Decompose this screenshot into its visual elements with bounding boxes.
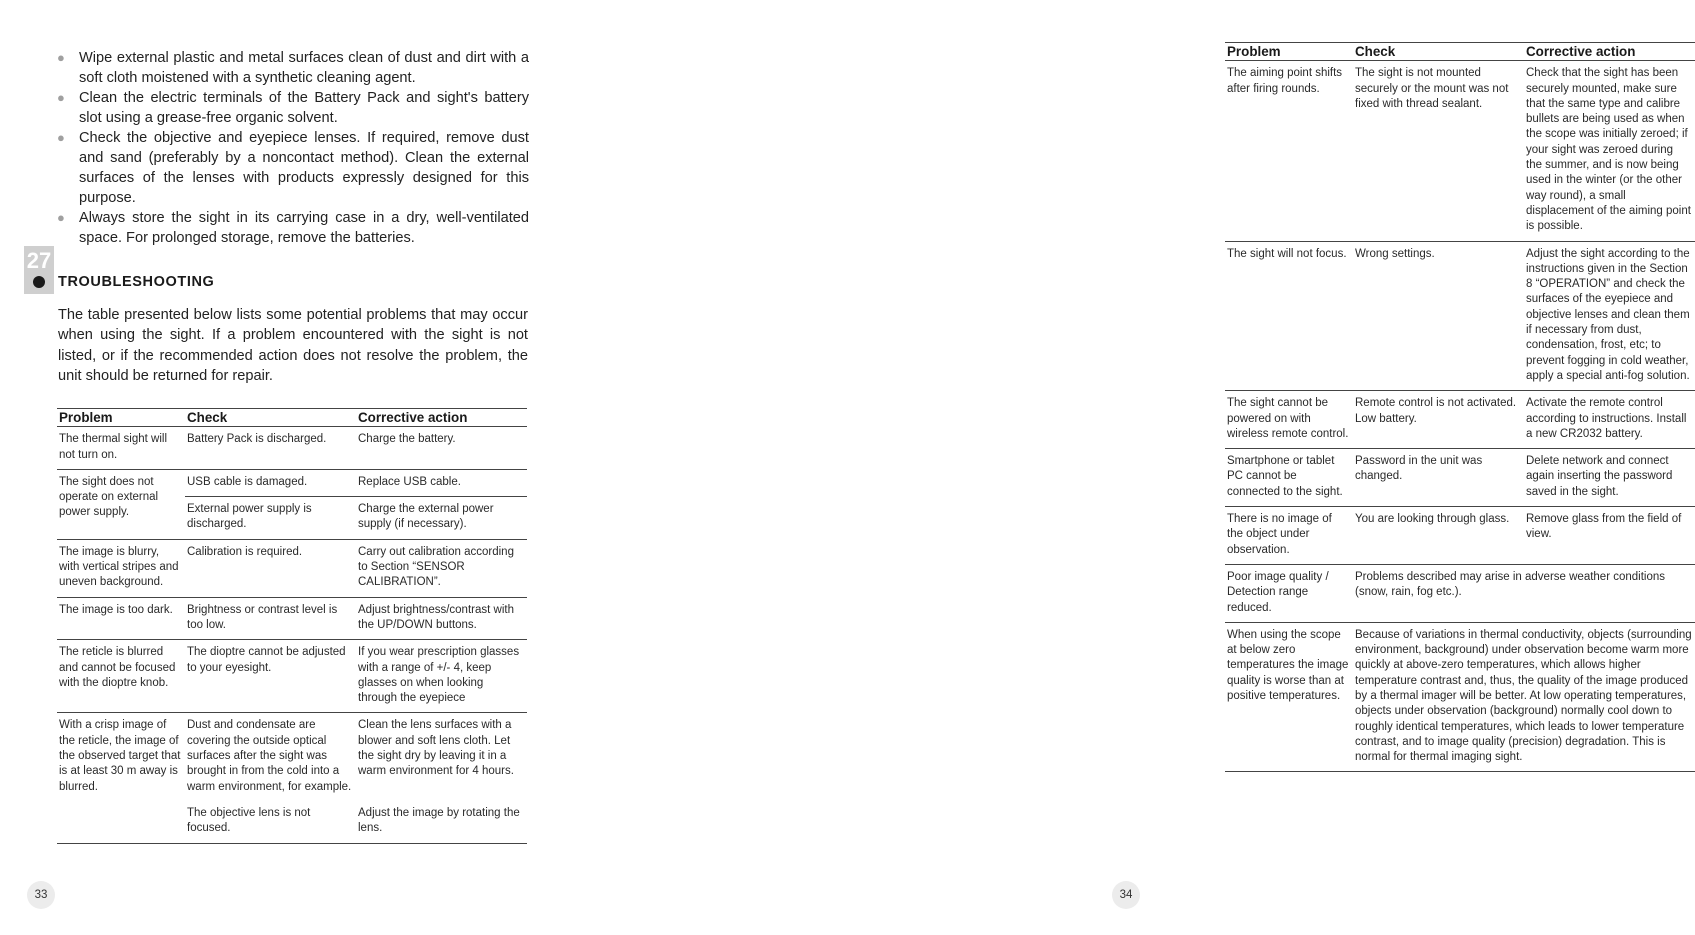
problem-cell: The aiming point shifts after firing rounds.: [1225, 61, 1353, 241]
problem-cell: With a crisp image of the reticle, the image of the observed target that is at least 30 m away is blurred.: [57, 713, 185, 843]
section-number: 27: [26, 248, 52, 273]
action-cell: Replace USB cable.: [356, 469, 527, 496]
header-problem: Problem: [57, 409, 185, 427]
table-row: [57, 597, 527, 640]
table-row: [57, 469, 527, 496]
header-action: Corrective action: [356, 409, 527, 427]
action-cell: Check that the sight has been securely mounted, make sure that the same type and calibre bullets are being used as when the scope was initially zeroed; if your sight was zeroed during the summer, and is now being used in the winter (or the other way round), a small displacement of the aiming point is possible.: [1524, 61, 1695, 241]
maintenance-bullet-list: [57, 48, 529, 248]
table-row: [57, 640, 527, 713]
table-row: [1225, 61, 1695, 241]
table-row: [57, 427, 527, 470]
bullet-dot-icon: ●: [57, 210, 65, 225]
table-row: [1225, 622, 1695, 772]
table-row: [1225, 507, 1695, 565]
table-header-row: [57, 409, 527, 427]
section-bullet-icon: [33, 276, 45, 288]
merged-check-action-cell: Problems described may arise in adverse weather conditions (snow, rain, fog etc.).: [1353, 564, 1695, 622]
check-cell: Remote control is not activated. Low battery.: [1353, 391, 1524, 449]
check-cell: The sight is not mounted securely or the mount was not fixed with thread sealant.: [1353, 61, 1524, 241]
action-cell: Clean the lens surfaces with a blower and soft lens cloth. Let the sight dry by leaving it in a warm environment for 4 hours.: [358, 719, 514, 778]
table-row: [57, 713, 527, 801]
section-title: TROUBLESHOOTING: [58, 274, 215, 290]
bullet-dot-icon: ●: [57, 130, 65, 145]
table-row: [1225, 241, 1695, 391]
check-cell: Wrong settings.: [1353, 241, 1524, 391]
left-page: [0, 0, 584, 935]
page-number-right: 34: [1112, 881, 1140, 909]
problem-cell: The sight will not focus.: [1225, 241, 1353, 391]
action-cell: Adjust brightness/contrast with the UP/DOWN buttons.: [356, 597, 527, 640]
problem-cell: The thermal sight will not turn on.: [57, 427, 185, 470]
check-cell: Calibration is required.: [185, 539, 356, 597]
problem-cell: Smartphone or tablet PC cannot be connected to the sight.: [1225, 449, 1353, 507]
problem-cell: The image is blurry, with vertical stripes and uneven background.: [57, 539, 185, 597]
header-action: Corrective action: [1524, 43, 1695, 61]
header-check: Check: [1353, 43, 1524, 61]
right-page: [584, 0, 1692, 935]
action-cell: Remove glass from the field of view.: [1524, 507, 1695, 565]
bullet-item: ● Wipe external plastic and metal surfaces clean of dust and dirt with a soft cloth moistened with a synthetic cleaning agent.: [57, 50, 529, 86]
header-problem: Problem: [1225, 43, 1353, 61]
troubleshooting-table-right: [1225, 42, 1695, 772]
check-cell: The objective lens is not focused.: [185, 801, 356, 843]
action-cell: Adjust the sight according to the instructions given in the Section 8 “OPERATION” and check the surfaces of the eyepiece and objective lenses and clean them if necessary from dust, condensation, frost, etc; to prevent fogging in cold weather, apply a special anti-fog solution.: [1524, 241, 1695, 391]
troubleshooting-table-left: [57, 408, 527, 844]
table-row: [57, 539, 527, 597]
table-row: [1225, 564, 1695, 622]
action-cell: Delete network and connect again inserting the password saved in the sight.: [1524, 449, 1695, 507]
action-cell: Charge the external power supply (if necessary).: [356, 497, 527, 540]
table-row: [1225, 449, 1695, 507]
check-cell: Password in the unit was changed.: [1353, 449, 1524, 507]
problem-cell: When using the scope at below zero temperatures the image quality is worse than at positive temperatures.: [1225, 622, 1353, 772]
check-cell: Battery Pack is discharged.: [185, 427, 356, 470]
check-cell: The dioptre cannot be adjusted to your eyesight.: [185, 640, 356, 713]
page-number-left: 33: [27, 881, 55, 909]
bullet-dot-icon: ●: [57, 90, 65, 105]
problem-cell: The reticle is blurred and cannot be focused with the dioptre knob.: [57, 640, 185, 713]
bullet-item: ● Always store the sight in its carrying case in a dry, well-ventilated space. For prolonged storage, remove the batteries.: [57, 210, 529, 246]
check-cell: You are looking through glass.: [1353, 507, 1524, 565]
section-tab: [24, 246, 54, 294]
check-cell: USB cable is damaged.: [185, 469, 356, 496]
check-cell: Brightness or contrast level is too low.: [185, 597, 356, 640]
action-cell: Charge the battery.: [356, 427, 527, 470]
action-cell: If you wear prescription glasses with a range of +/- 4, keep glasses on when looking through the eyepiece: [356, 640, 527, 713]
action-cell: Activate the remote control according to instructions. Install a new CR2032 battery.: [1524, 391, 1695, 449]
problem-cell: Poor image quality / Detection range reduced.: [1225, 564, 1353, 622]
merged-check-action-cell: Because of variations in thermal conductivity, objects (surrounding environment, background) under observation become warm more quickly at above-zero temperatures, which allows higher temperature contrast and, thus, the quality of the image produced by a thermal imager will be better. At low operating temperatures, objects under observation (background) normally cool down to roughly identical temperatures, which leads to lower temperature contrast, and to image quality (precision) degradation. This is normal for thermal imaging sight.: [1353, 622, 1695, 772]
action-cell: Carry out calibration according to Section “SENSOR CALIBRATION”.: [356, 539, 527, 597]
table-header-row: [1225, 43, 1695, 61]
bullet-dot-icon: ●: [57, 50, 65, 65]
problem-cell: The sight cannot be powered on with wireless remote control.: [1225, 391, 1353, 449]
table-row: [1225, 391, 1695, 449]
bullet-item: ● Clean the electric terminals of the Battery Pack and sight's battery slot using a grease-free organic solvent.: [57, 90, 529, 126]
problem-cell: The image is too dark.: [57, 597, 185, 640]
problem-cell: The sight does not operate on external power supply.: [57, 469, 185, 539]
check-cell: Dust and condensate are covering the outside optical surfaces after the sight was brought in from the cold into a warm environment, for example.: [187, 719, 352, 793]
bullet-item: ● Check the objective and eyepiece lenses. If required, remove dust and sand (preferably by a noncontact method). Clean the external surfaces of the lenses with products expressly designed for this purpose.: [57, 130, 529, 206]
action-cell: Adjust the image by rotating the lens.: [356, 801, 527, 843]
problem-cell: There is no image of the object under observation.: [1225, 507, 1353, 565]
check-cell: External power supply is discharged.: [185, 497, 356, 540]
intro-paragraph: The table presented below lists some potential problems that may occur when using the sight. If a problem encountered with the sight is not listed, or if the recommended action does not resolve the problem, the unit should be returned for repair.: [58, 307, 528, 384]
header-check: Check: [185, 409, 356, 427]
